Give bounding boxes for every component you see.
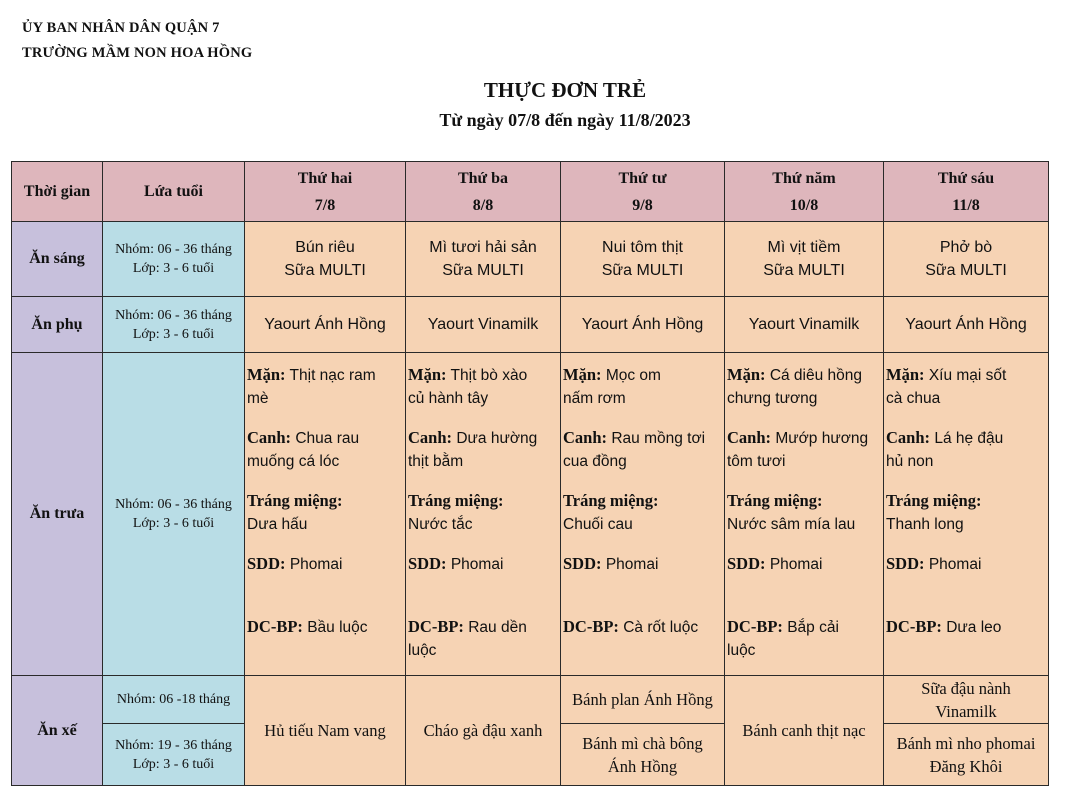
lunch-dish-text: muống cá lóc bbox=[247, 453, 340, 470]
meal-label-snack: Ăn phụ bbox=[12, 297, 103, 353]
col-header-friday bbox=[884, 162, 1049, 222]
dish-line: Bánh mì nho phomai bbox=[896, 733, 1036, 753]
dish-line: Bánh mì chà bông bbox=[582, 733, 703, 753]
lunch-line bbox=[886, 552, 1047, 576]
lunch-section-trang bbox=[727, 489, 882, 552]
dish-line: Đăng Khôi bbox=[929, 756, 1003, 776]
lunch-dish-text: Nước tắc bbox=[408, 516, 473, 533]
lunch-key-label: DC-BP: bbox=[247, 617, 303, 636]
lunch-line bbox=[408, 513, 559, 536]
lunch-key-label: Tráng miệng: bbox=[247, 491, 343, 510]
lunch-line bbox=[886, 513, 1047, 536]
drink: Sữa MULTI bbox=[284, 262, 366, 279]
lunch-key-label: Tráng miệng: bbox=[886, 491, 982, 510]
age-group-cell bbox=[103, 353, 245, 676]
breakfast-tuesday bbox=[406, 222, 561, 297]
lunch-section-dc bbox=[247, 615, 404, 675]
lunch-section-canh bbox=[886, 426, 1047, 489]
lunch-key-label: Tráng miệng: bbox=[563, 491, 659, 510]
lunch-dish-text: mè bbox=[247, 390, 269, 407]
lunch-dish-text: tôm tươi bbox=[727, 453, 786, 470]
lunch-dish-text: chưng tương bbox=[727, 390, 818, 407]
age-group-line: Nhóm: 06 - 36 tháng bbox=[115, 307, 232, 323]
day-name: Thứ năm bbox=[772, 169, 836, 187]
lunch-section-dc bbox=[408, 615, 559, 675]
lunch-dish-text: Cà rốt luộc bbox=[623, 619, 699, 636]
lunch-dish-text: Dưa hường bbox=[456, 430, 538, 447]
lunch-key-label: DC-BP: bbox=[727, 617, 783, 636]
lunch-line bbox=[408, 489, 559, 513]
dish: Mì vịt tiềm bbox=[767, 239, 841, 256]
lunch-key-label: DC-BP: bbox=[408, 617, 464, 636]
lunch-line bbox=[727, 387, 882, 410]
lunch-dish-text: Nước sâm mía lau bbox=[727, 516, 856, 533]
lunch-section-sdd bbox=[886, 552, 1047, 615]
lunch-dish-text: Thịt bò xào bbox=[450, 367, 528, 384]
lunch-line bbox=[247, 615, 404, 639]
lunch-dish-text: Lá hẹ đậu bbox=[934, 430, 1004, 447]
lunch-key-label: Mặn: bbox=[247, 365, 286, 384]
col-header-wednesday bbox=[561, 162, 725, 222]
lunch-section-man bbox=[247, 363, 404, 426]
lunch-friday bbox=[884, 353, 1049, 676]
lunch-line bbox=[886, 387, 1047, 410]
lunch-dish-text: Phomai bbox=[289, 556, 343, 573]
age-group-cell bbox=[103, 297, 245, 353]
col-header-tuesday bbox=[406, 162, 561, 222]
lunch-dish-text: Phomai bbox=[605, 556, 659, 573]
lunch-monday bbox=[245, 353, 406, 676]
lunch-dish-text: Mọc om bbox=[605, 367, 661, 384]
lunch-line bbox=[563, 489, 723, 513]
drink: Sữa MULTI bbox=[925, 262, 1007, 279]
lunch-line bbox=[886, 615, 1047, 639]
weekly-menu-table bbox=[11, 161, 1049, 786]
lunch-dish-text: nấm rơm bbox=[563, 390, 626, 407]
lunch-dish-text: Xíu mại sốt bbox=[928, 367, 1007, 384]
lunch-section-sdd bbox=[727, 552, 882, 615]
lunch-line bbox=[247, 513, 404, 536]
lunch-dish-text: Thanh long bbox=[886, 516, 964, 533]
lunch-key-label: SDD: bbox=[886, 554, 925, 573]
lunch-section-man bbox=[886, 363, 1047, 426]
age-group-cell bbox=[103, 222, 245, 297]
lunch-key-label: Mặn: bbox=[727, 365, 766, 384]
lunch-line bbox=[727, 426, 882, 450]
lunch-key-label: Mặn: bbox=[886, 365, 925, 384]
lunch-dish-text: cà chua bbox=[886, 390, 941, 407]
snack-wednesday: Yaourt Ánh Hồng bbox=[561, 297, 725, 353]
lunch-key-label: DC-BP: bbox=[563, 617, 619, 636]
day-date: 8/8 bbox=[472, 196, 494, 214]
col-header-time: Thời gian bbox=[12, 162, 103, 222]
breakfast-row bbox=[12, 222, 1049, 297]
afternoon-thursday: Bánh canh thịt nạc bbox=[725, 676, 884, 786]
lunch-key-label: SDD: bbox=[408, 554, 447, 573]
lunch-section-dc bbox=[886, 615, 1047, 675]
meal-label-lunch: Ăn trưa bbox=[12, 353, 103, 676]
lunch-section-sdd bbox=[563, 552, 723, 615]
lunch-line bbox=[727, 363, 882, 387]
lunch-dish-text: Thịt nạc ram bbox=[289, 367, 376, 384]
age-group-line: Nhóm: 06 - 36 tháng bbox=[115, 497, 232, 512]
lunch-line bbox=[563, 363, 723, 387]
snack-tuesday: Yaourt Vinamilk bbox=[406, 297, 561, 353]
lunch-line bbox=[727, 450, 882, 473]
header-row bbox=[12, 162, 1049, 222]
district-committee-label: ỦY BAN NHÂN DÂN QUẬN 7 bbox=[22, 20, 220, 36]
lunch-row bbox=[12, 353, 1049, 676]
lunch-line bbox=[886, 363, 1047, 387]
afternoon-wednesday-group1: Bánh plan Ánh Hồng bbox=[561, 676, 725, 724]
lunch-line bbox=[727, 513, 882, 536]
lunch-key-label: Mặn: bbox=[563, 365, 602, 384]
lunch-dish-text: Chuối cau bbox=[563, 516, 633, 533]
breakfast-thursday bbox=[725, 222, 884, 297]
lunch-dish-text: Bắp cải bbox=[787, 619, 839, 636]
snack-friday: Yaourt Ánh Hồng bbox=[884, 297, 1049, 353]
age-class-line: Lớp: 3 - 6 tuổi bbox=[132, 261, 215, 276]
day-date: 10/8 bbox=[789, 196, 819, 214]
meal-label-breakfast: Ăn sáng bbox=[12, 222, 103, 297]
lunch-section-canh bbox=[563, 426, 723, 489]
age-group-cell: Nhóm: 06 -18 tháng bbox=[103, 676, 245, 724]
lunch-dish-text: Dưa hấu bbox=[247, 516, 308, 533]
breakfast-friday bbox=[884, 222, 1049, 297]
lunch-line bbox=[408, 426, 559, 450]
lunch-dish-text: luộc bbox=[727, 642, 756, 659]
afternoon-tuesday: Cháo gà đậu xanh bbox=[406, 676, 561, 786]
lunch-line bbox=[247, 387, 404, 410]
lunch-line bbox=[408, 639, 559, 662]
col-header-monday bbox=[245, 162, 406, 222]
lunch-tuesday bbox=[406, 353, 561, 676]
lunch-section-trang bbox=[563, 489, 723, 552]
lunch-key-label: SDD: bbox=[727, 554, 766, 573]
lunch-section-dc bbox=[563, 615, 723, 675]
drink: Sữa MULTI bbox=[442, 262, 524, 279]
lunch-line bbox=[886, 489, 1047, 513]
day-date: 11/8 bbox=[952, 196, 980, 214]
lunch-dish-text: Chua rau bbox=[295, 430, 360, 447]
lunch-section-canh bbox=[247, 426, 404, 489]
lunch-line bbox=[563, 513, 723, 536]
lunch-line bbox=[563, 450, 723, 473]
lunch-key-label: Tráng miệng: bbox=[727, 491, 823, 510]
dish-line: Ánh Hồng bbox=[607, 756, 678, 776]
lunch-thursday bbox=[725, 353, 884, 676]
lunch-dish-text: củ hành tây bbox=[408, 390, 489, 407]
date-range-subtitle: Từ ngày 07/8 đến ngày 11/8/2023 bbox=[439, 110, 691, 130]
day-name: Thứ sáu bbox=[937, 169, 995, 187]
lunch-dish-text: Rau mồng tơi bbox=[611, 430, 706, 447]
lunch-line bbox=[727, 489, 882, 513]
snack-row bbox=[12, 297, 1049, 353]
lunch-line bbox=[408, 615, 559, 639]
lunch-dish-text: Rau dền bbox=[468, 619, 527, 636]
lunch-line bbox=[247, 450, 404, 473]
lunch-key-label: DC-BP: bbox=[886, 617, 942, 636]
lunch-key-label: SDD: bbox=[247, 554, 286, 573]
afternoon-monday: Hủ tiếu Nam vang bbox=[245, 676, 406, 786]
lunch-section-trang bbox=[247, 489, 404, 552]
age-class-line: Lớp: 3 - 6 tuổi bbox=[132, 756, 215, 772]
drink: Sữa MULTI bbox=[763, 262, 845, 279]
lunch-line bbox=[886, 450, 1047, 473]
lunch-dish-text: Bầu luộc bbox=[307, 619, 368, 636]
lunch-dish-text: Phomai bbox=[928, 556, 982, 573]
lunch-section-sdd bbox=[408, 552, 559, 615]
lunch-line bbox=[563, 615, 723, 639]
lunch-section-dc bbox=[727, 615, 882, 675]
day-name: Thứ hai bbox=[297, 169, 353, 187]
col-header-thursday bbox=[725, 162, 884, 222]
lunch-key-label: Canh: bbox=[727, 428, 772, 447]
lunch-section-canh bbox=[727, 426, 882, 489]
lunch-section-man bbox=[727, 363, 882, 426]
day-name: Thứ ba bbox=[457, 169, 509, 187]
school-name-label: TRƯỜNG MẦM NON HOA HỒNG bbox=[22, 45, 253, 61]
lunch-dish-text: cua đồng bbox=[563, 453, 627, 470]
lunch-key-label: Canh: bbox=[886, 428, 931, 447]
lunch-dish-text: thịt bằm bbox=[408, 453, 464, 470]
lunch-section-canh bbox=[408, 426, 559, 489]
lunch-line bbox=[886, 426, 1047, 450]
lunch-dish-text: Dưa leo bbox=[946, 619, 1002, 636]
afternoon-wednesday-group2 bbox=[561, 724, 725, 786]
dish-line: Sữa đậu nành bbox=[921, 678, 1011, 698]
lunch-key-label: Tráng miệng: bbox=[408, 491, 504, 510]
breakfast-monday bbox=[245, 222, 406, 297]
lunch-section-trang bbox=[408, 489, 559, 552]
lunch-line bbox=[247, 552, 404, 576]
day-date: 7/8 bbox=[314, 196, 336, 214]
snack-monday: Yaourt Ánh Hồng bbox=[245, 297, 406, 353]
lunch-line bbox=[408, 363, 559, 387]
age-group-line: Nhóm: 19 - 36 tháng bbox=[115, 737, 232, 753]
lunch-line bbox=[247, 489, 404, 513]
age-class-line: Lớp: 3 - 6 tuổi bbox=[132, 326, 215, 342]
lunch-line bbox=[563, 426, 723, 450]
lunch-line bbox=[247, 426, 404, 450]
breakfast-wednesday bbox=[561, 222, 725, 297]
col-header-age: Lứa tuổi bbox=[103, 162, 245, 222]
age-group-cell bbox=[103, 724, 245, 786]
lunch-line bbox=[563, 552, 723, 576]
dish: Nui tôm thịt bbox=[602, 239, 683, 256]
lunch-dish-text: Mướp hương bbox=[775, 430, 869, 447]
lunch-section-man bbox=[563, 363, 723, 426]
afternoon-friday-group2 bbox=[884, 724, 1049, 786]
age-group-line: Nhóm: 06 - 36 tháng bbox=[115, 242, 232, 257]
lunch-dish-text: luộc bbox=[408, 642, 437, 659]
age-class-line: Lớp: 3 - 6 tuổi bbox=[132, 516, 215, 531]
day-date: 9/8 bbox=[632, 196, 653, 214]
lunch-line bbox=[408, 450, 559, 473]
snack-thursday: Yaourt Vinamilk bbox=[725, 297, 884, 353]
drink: Sữa MULTI bbox=[601, 262, 684, 279]
lunch-section-trang bbox=[886, 489, 1047, 552]
dish-line: Vinamilk bbox=[935, 701, 997, 721]
meal-label-afternoon: Ăn xế bbox=[12, 676, 103, 786]
lunch-line bbox=[247, 363, 404, 387]
dish: Bún riêu bbox=[295, 239, 355, 256]
lunch-line bbox=[563, 387, 723, 410]
afternoon-row-1 bbox=[12, 676, 1049, 724]
lunch-line bbox=[727, 552, 882, 576]
lunch-line bbox=[408, 387, 559, 410]
lunch-dish-text: Phomai bbox=[769, 556, 823, 573]
lunch-key-label: Canh: bbox=[563, 428, 608, 447]
dish: Phở bò bbox=[939, 239, 993, 256]
lunch-section-man bbox=[408, 363, 559, 426]
lunch-wednesday bbox=[561, 353, 725, 676]
lunch-line bbox=[727, 639, 882, 662]
lunch-key-label: Mặn: bbox=[408, 365, 447, 384]
lunch-line bbox=[727, 615, 882, 639]
lunch-key-label: SDD: bbox=[563, 554, 602, 573]
lunch-dish-text: Phomai bbox=[450, 556, 504, 573]
lunch-line bbox=[408, 552, 559, 576]
page-title: THỰC ĐƠN TRẺ bbox=[483, 78, 647, 102]
lunch-dish-text: Cá diêu hồng bbox=[769, 367, 863, 384]
dish: Mì tươi hải sản bbox=[429, 239, 537, 256]
lunch-key-label: Canh: bbox=[408, 428, 453, 447]
day-name: Thứ tư bbox=[618, 169, 667, 187]
lunch-dish-text: hủ non bbox=[886, 453, 934, 470]
lunch-key-label: Canh: bbox=[247, 428, 292, 447]
afternoon-friday-group1 bbox=[884, 676, 1049, 724]
lunch-section-sdd bbox=[247, 552, 404, 615]
